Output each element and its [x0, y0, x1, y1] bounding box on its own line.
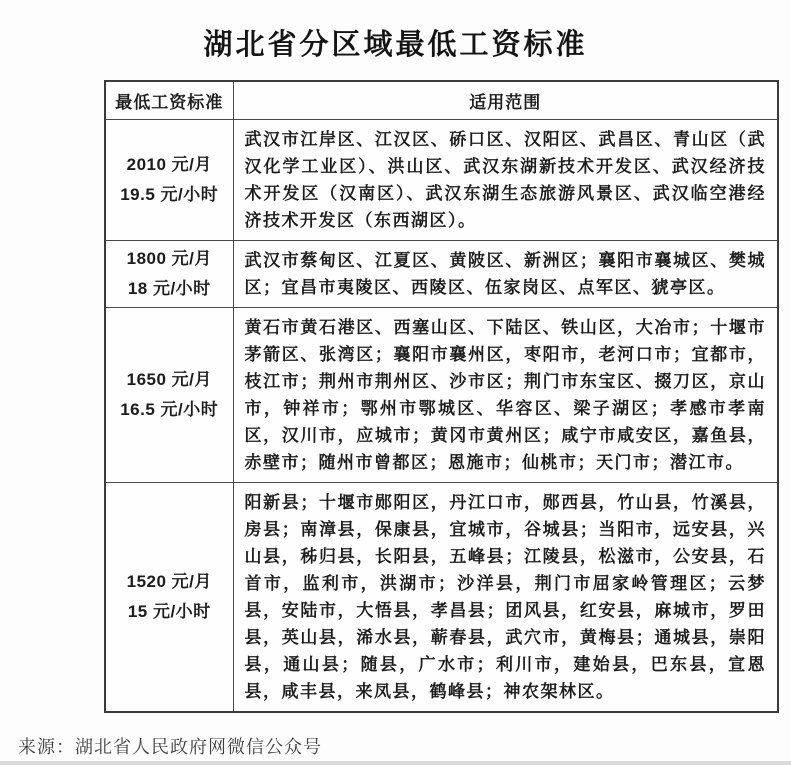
table-row-tier-1800	[105, 240, 778, 307]
applicable-scope-cell: 武汉市蔡甸区、江夏区、黄陂区、新洲区；襄阳市襄城区、樊城区；宜昌市夷陵区、西陵区、伍家岗区、点军区、猇亭区。	[233, 240, 778, 307]
hourly-wage-value: 18 元/小时	[127, 278, 211, 298]
table-row-tier-1520	[105, 482, 778, 712]
column-header-wage-standard: 最低工资标准	[105, 81, 233, 119]
hourly-wage-value: 16.5 元/小时	[120, 399, 219, 419]
wage-standard-cell	[105, 307, 233, 482]
applicable-scope-cell: 阳新县；十堰市郧阳区，丹江口市，郧西县，竹山县，竹溪县，房县；南漳县，保康县，宜城市，谷城县；当阳市，远安县，兴山县，秭归县，长阳县，五峰县；江陵县，松滋市，公安县，石首市，监利市，洪湖市；沙洋县，荆门市屈家岭管理区；云梦县，安陆市，大悟县，孝昌县；团风县，红安县，麻城市，罗田县，英山县，浠水县，蕲春县，武穴市，黄梅县；通城县，崇阳县，通山县；随县，广水市；利川市，建始县，巴东县，宣恩县，咸丰县，来凤县，鹤峰县；神农架林区。	[233, 482, 778, 712]
monthly-wage-value: 2010 元/月	[126, 154, 212, 174]
page-title: 湖北省分区域最低工资标准	[203, 29, 588, 61]
column-header-applicable-scope: 适用范围	[233, 81, 778, 119]
wage-standard-cell	[105, 119, 233, 240]
source-note: 来源：湖北省人民政府网微信公众号	[18, 737, 322, 757]
hourly-wage-value: 19.5 元/小时	[120, 184, 219, 204]
wage-standard-cell	[105, 240, 233, 307]
applicable-scope-cell: 武汉市江岸区、江汉区、硚口区、汉阳区、武昌区、青山区（武汉化学工业区）、洪山区、武汉东湖新技术开发区、武汉经济技术开发区（汉南区）、武汉东湖生态旅游风景区、武汉临空港经济技术开发区（东西湖区）。	[233, 119, 778, 240]
table-header-row	[105, 81, 778, 119]
monthly-wage-value: 1520 元/月	[126, 571, 212, 591]
wage-standard-cell	[105, 482, 233, 712]
applicable-scope-cell: 黄石市黄石港区、西塞山区、下陆区、铁山区，大冶市；十堰市茅箭区、张湾区；襄阳市襄州区，枣阳市，老河口市；宜都市，枝江市；荆州市荆州区、沙市区；荆门市东宝区、掇刀区，京山市，钟祥市；鄂州市鄂城区、华容区、梁子湖区；孝感市孝南区，汉川市，应城市；黄冈市黄州区；咸宁市咸安区，嘉鱼县，赤壁市；随州市曾都区；恩施市；仙桃市；天门市；潜江市。	[233, 307, 778, 482]
table-row-tier-1650	[105, 307, 778, 482]
monthly-wage-value: 1650 元/月	[126, 369, 212, 389]
monthly-wage-value: 1800 元/月	[126, 248, 212, 268]
bottom-divider	[0, 761, 791, 765]
table-row-tier-2010	[105, 119, 778, 240]
hourly-wage-value: 15 元/小时	[127, 601, 211, 621]
minimum-wage-table	[104, 80, 779, 713]
